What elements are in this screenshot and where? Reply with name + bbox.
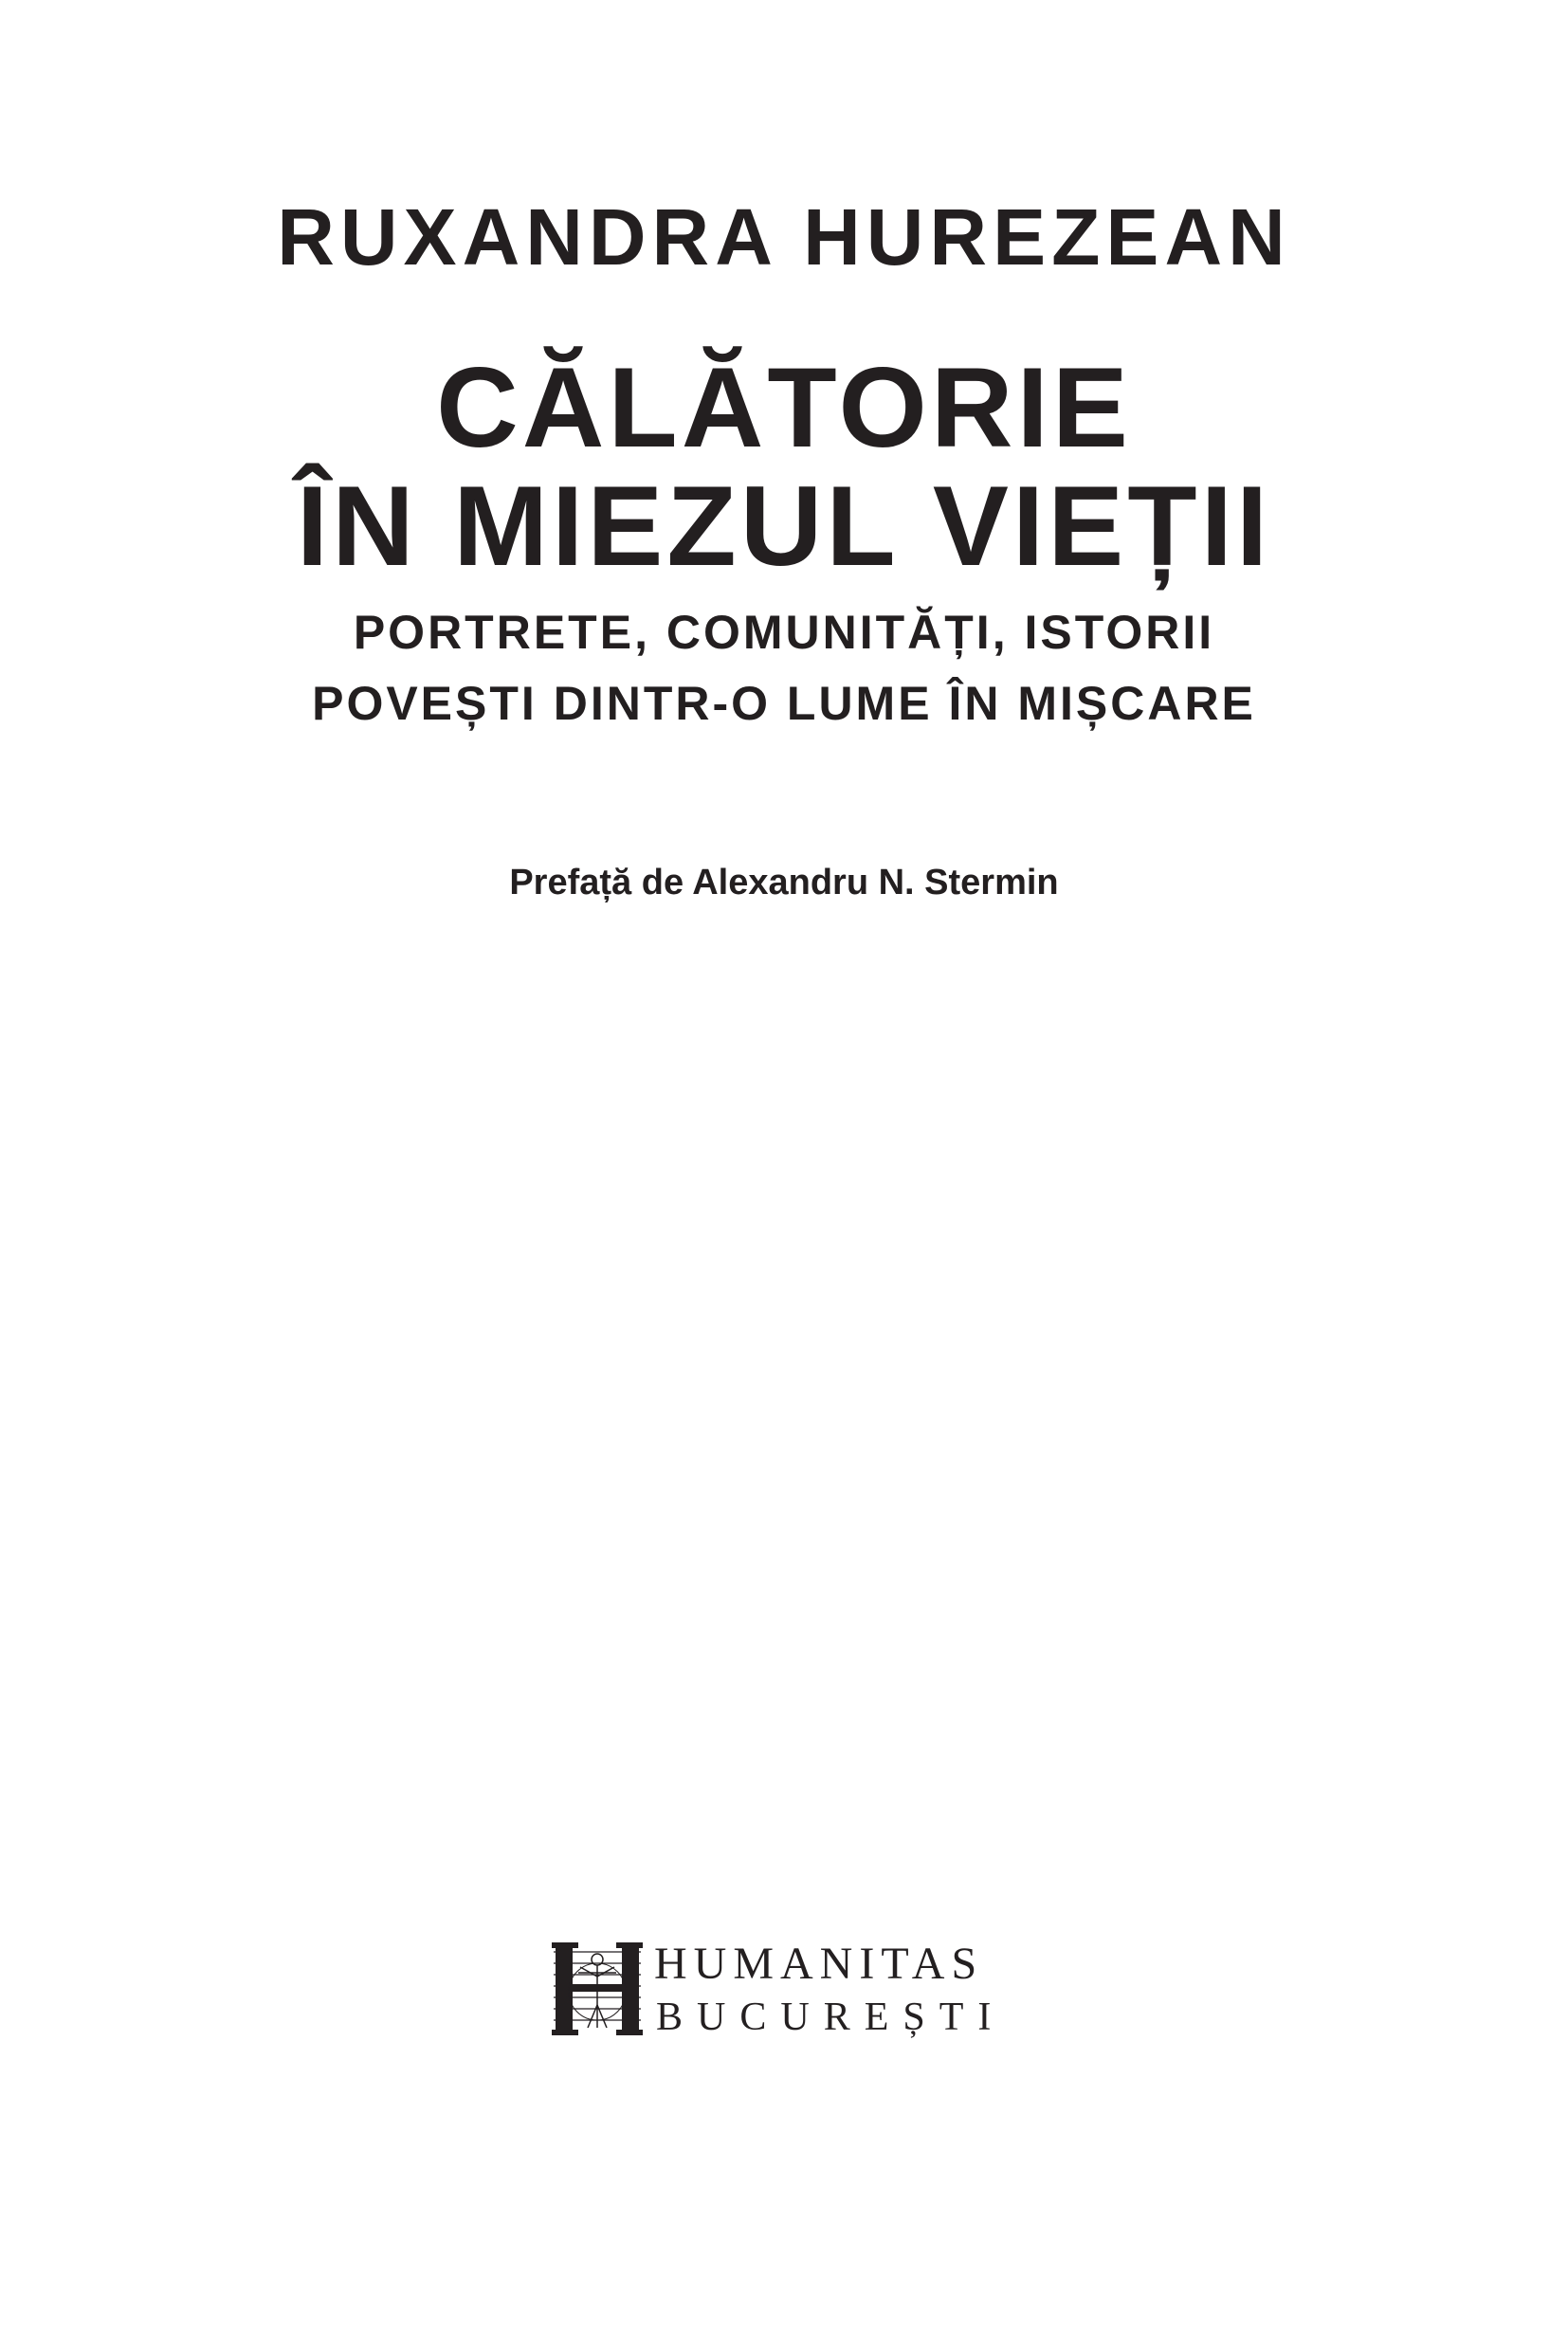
publisher-name: HUMANITAS xyxy=(654,1939,984,1989)
book-title-line-2: ÎN MIEZUL VIEȚII xyxy=(296,463,1272,590)
humanitas-h-logo-icon xyxy=(550,1939,645,2039)
author-name: RUXANDRA HUREZEAN xyxy=(277,192,1291,282)
book-title-line-1: CĂLĂTORIE xyxy=(436,344,1132,471)
subtitle-line-1: PORTRETE, COMUNITĂȚI, ISTORII xyxy=(353,606,1215,659)
preface-credit: Prefață de Alexandru N. Stermin xyxy=(509,863,1059,902)
publisher-imprint xyxy=(550,1939,1043,2043)
subtitle-line-2: POVEȘTI DINTR-O LUME ÎN MIȘCARE xyxy=(312,677,1256,730)
publisher-city: BUCUREȘTI xyxy=(656,1996,1006,2039)
